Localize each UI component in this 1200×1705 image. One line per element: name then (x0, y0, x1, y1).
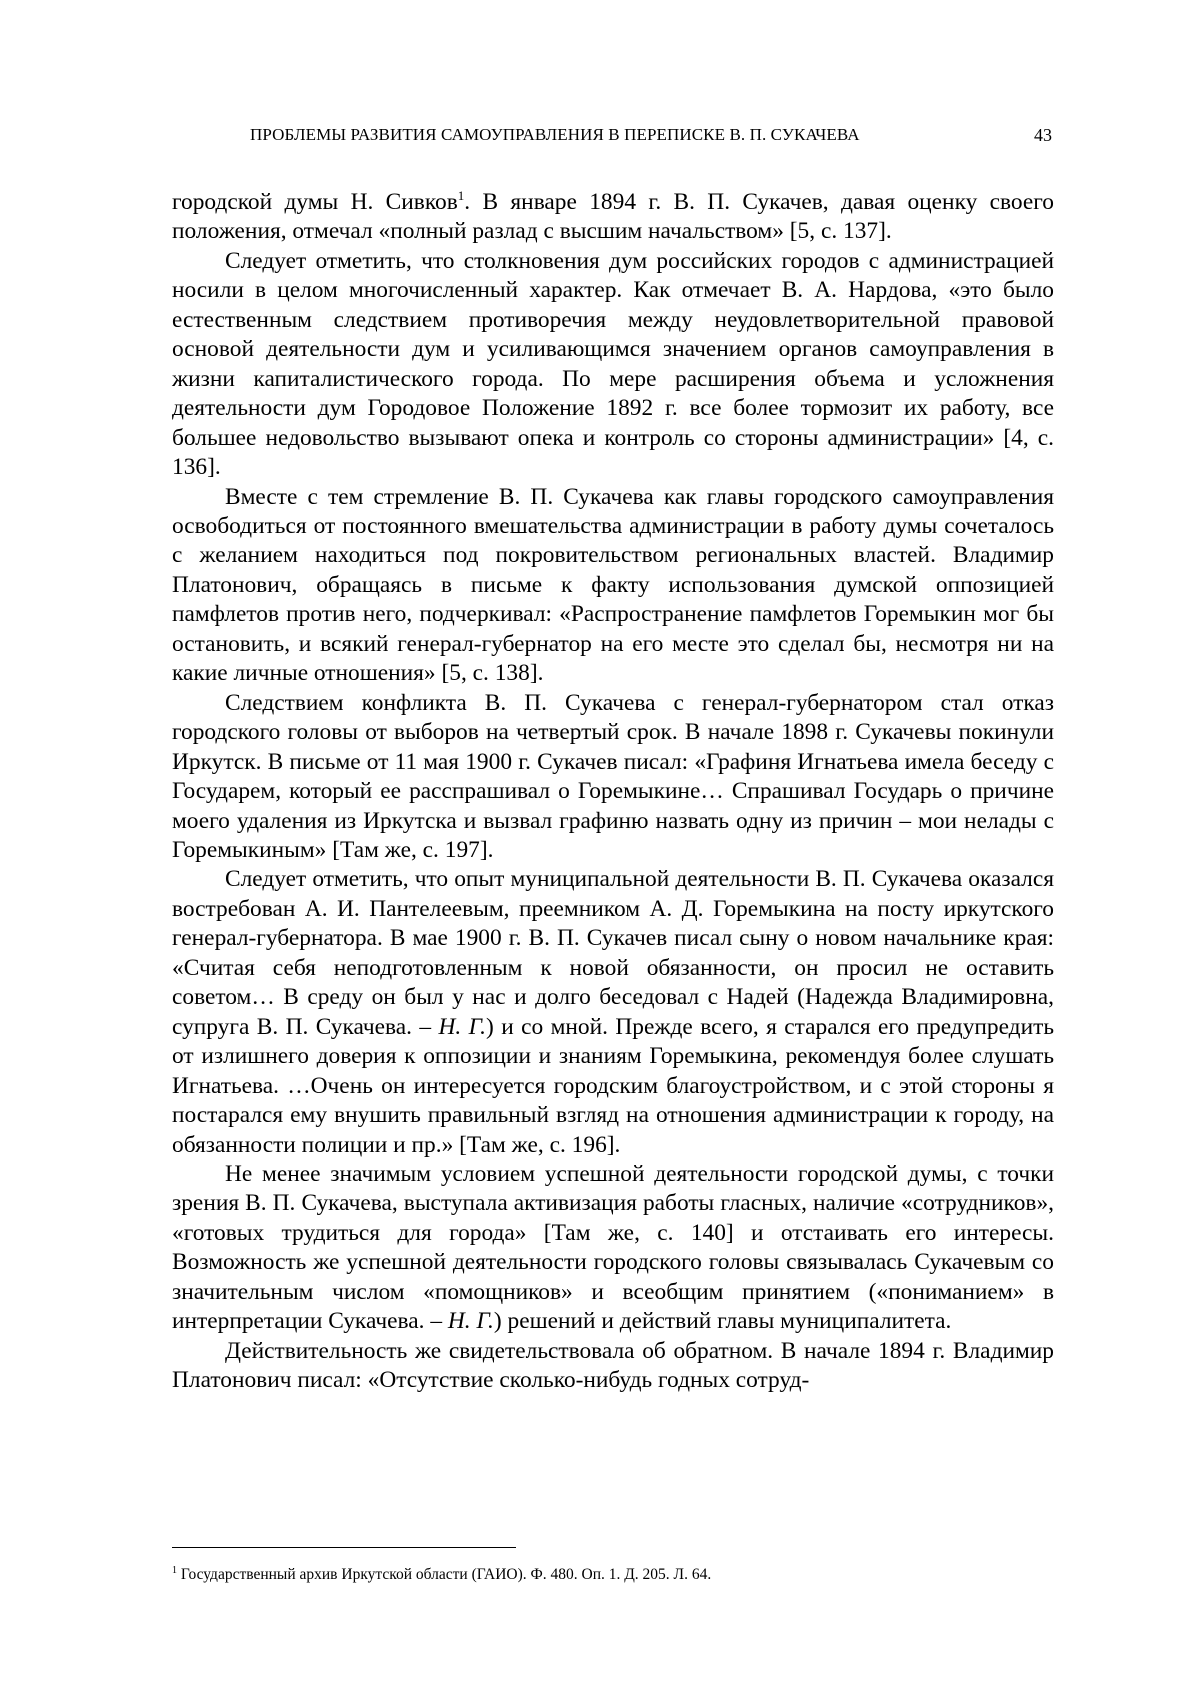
footnote-marker: 1 (172, 1564, 177, 1576)
paragraph-6-part-2: ) решений и действий главы муниципалитета. (493, 1308, 952, 1335)
paragraph-6 (172, 1160, 1054, 1337)
footnote-text: Государственный архив Иркутской области (ГАИО). Ф. 480. Оп. 1. Д. 205. Л. 64. (177, 1566, 712, 1583)
paragraph-1 (172, 188, 1054, 247)
footnote-reference: 1 (457, 188, 465, 204)
paragraph-1-text: городской думы Н. Сивков (172, 189, 458, 215)
body-text (172, 188, 1054, 1396)
paragraph-4: Следствием конфликта В. П. Сукачева с генерал-губернатором стал отказ городского головы от выборов на четвертый срок. В начале 1898 г. Сукачевы покинули Иркутск. В письме от 11 мая 1900 г. Сукачев писал: «Графиня Игнатьева имела беседу с Государем, который ее расспрашивал о Горемыкине… Спрашивал Государь о причине моего удаления из Иркутска и вызвал графиню назвать одну из причин – мои нелады с Горемыкиным» [Там же, с. 197]. (172, 689, 1054, 863)
paragraph-3: Вместе с тем стремление В. П. Сукачева как главы городского самоуправления освободиться от постоянного вмешательства администрации в работу думы сочеталось с желанием находиться под покровительством региональных властей. Владимир Платонович, обращаясь в письме к факту использования думской оппозицией памфлетов против него, подчеркивал: «Распространение памфлетов Горемыкин мог бы остановить, и всякий генерал-губернатор на его месте это сделал бы, несмотря ни на какие личные отношения» [5, с. 138]. (172, 483, 1054, 687)
footnote-divider (172, 1547, 516, 1548)
author-initials: Н. Г. (438, 1013, 487, 1040)
footnote (172, 1565, 1054, 1585)
paragraph-6-part-1: Не менее значимым условием успешной деятельности городской думы, с точки зрения В. П. Сукачева, выступала активизация работы гласных, наличие «сотрудников», «готовых трудиться для города» [Там же, с. 140] и отстаивать его интересы. Возможность же успешной деятельности городского головы связывалась Сукачевым со значительным числом «помощников» и всеобщим принятием («пониманием» в интерпретации Сукачева. – (172, 1160, 1054, 1335)
paragraph-5 (172, 865, 1054, 1160)
paragraph-5-part-1: Следует отметить, что опыт муниципальной деятельности В. П. Сукачева оказался востребован А. И. Пантелеевым, преемником А. Д. Горемыкина на посту иркутского генерал-губернатора. В мае 1900 г. В. П. Сукачев писал сыну о новом начальнике края: «Считая себя неподготовленным к новой обязанности, он просил не оставить советом… В среду он был у нас и долго беседовал с Надей (Надежда Владимировна, супруга В. П. Сукачева. – (172, 866, 1054, 1040)
running-header (172, 125, 1052, 149)
page-number: 43 (1034, 125, 1052, 145)
paragraph-5-part-2: ) и со мной. Прежде всего, я старался его предупредить от излишнего доверия к оппозиции и знаниям Горемыкина, рекомендуя более слушать Игнатьева. …Очень он интересуется городским благоустройством, и с этой стороны я постарался ему внушить правильный взгляд на отношения администрации к городу, на обязанности полиции и пр.» [Там же, с. 196]. (172, 1013, 1054, 1158)
author-initials: Н. Г. (447, 1308, 494, 1335)
paragraph-7: Действительность же свидетельствовала об обратном. В начале 1894 г. Владимир Платонович писал: «Отсутствие сколько-нибудь годных сотруд- (172, 1337, 1054, 1394)
paragraph-2: Следует отметить, что столкновения дум российских городов с администрацией носили в целом многочисленный характер. Как отмечает В. А. Нардова, «это было естественным следствием противоречия между неудовлетворительной правовой основой деятельности дум и усиливающимся значением органов самоуправления в жизни капиталистического города. По мере расширения объема и усложнения деятельности дум Городовое Положение 1892 г. все более тормозит их работу, все большее недовольство вызывают опека и контроль со стороны администрации» [4, с. 136]. (172, 247, 1054, 481)
running-title: ПРОБЛЕМЫ РАЗВИТИЯ САМОУПРАВЛЕНИЯ В ПЕРЕПИСКЕ В. П. СУКАЧЕВА (250, 125, 860, 144)
paragraph-1-text-after: . В январе 1894 г. В. П. Сукачев, давая оценку своего положения, отмечал «полный разлад с высшим начальством» [5, с. 137]. (172, 189, 1054, 245)
